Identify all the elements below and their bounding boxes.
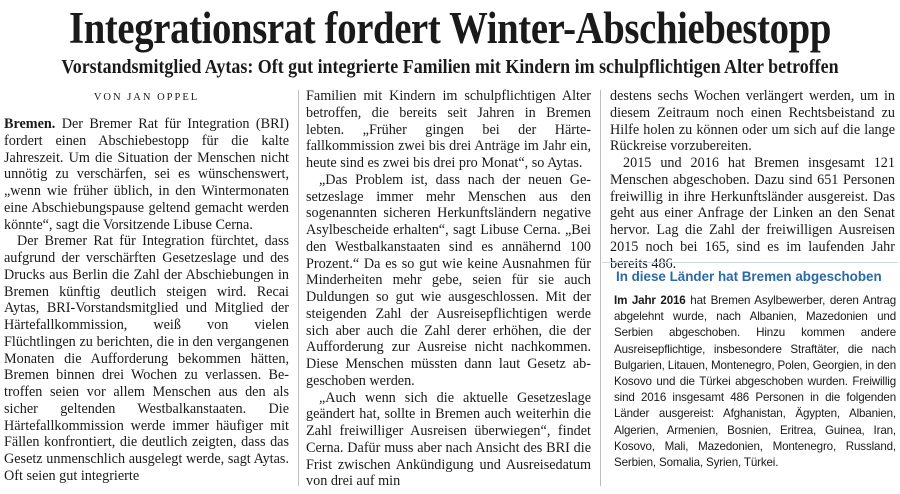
paragraph: Der Bremer Rat für Integration fürchtet, dass aufgrund der verschärften Gesetzeslage und des Drucks aus Berlin die Zahl der Abschiebungen in Bremen künftig deutlich steigen wird. Recai Aytas, BRI-Vorstandsmitglied und Mitglied der Härtefallkommission, weiß von vielen Flüchtlingen zu berichten, die in den vergangenen Monaten die Aufforderung bekommen hätten, Bremen binnen drei Wochen zu verlassen. Betroffen seien vor allem Menschen aus den als sicher geltenden Westbalkanstaaten. Die Härtefallkommission werde immer häufiger mit Fällen konfrontiert, die deutlich zeigten, dass das Gesetz unmenschlich ausgelegt werde, sagt Aytas. Oft seien gut integrierte: [4, 233, 289, 484]
article-subheadline: Vorstandsmitglied Aytas: Oft gut integrierte Familien mit Kindern im schulpflichtigen Alter betroffen: [61, 57, 839, 78]
paragraph: destens sechs Wochen verlängert werden, um in diesem Zeitraum noch einen Rechtsbeistand zu Hilfe holen zu können oder um sich auf die lange Rückreise vorzubereiten.: [610, 88, 895, 155]
infobox-text: hat Bremen Asylbewerber, deren Antrag abgelehnt wurde, nach Albanien, Mazedonien und Serbien abgeschoben. Hinzu kommen andere Ausreisepflichtige, insbesondere Straftäter, die nach Bulgarien, Litauen, Montenegro, Polen, Georgien, in den Kosovo und die Türkei abgeschoben wurden. Freiwillig sind 2016 insgesamt 486 Personen in die folgenden Länder ausgereist: Afghanistan, Ägypten, Albanien, Algerien, Armenien, Bosnien, Eritrea, Guinea, Iran, Kosovo, Mali, Mazedonien, Montenegro, Russland, Serbien, Somalia, Syrien, Türkei.: [614, 294, 896, 470]
paragraph: „Das Problem ist, dass nach der neuen Gesetzeslage immer mehr Menschen aus den sogenannten sicheren Herkunftsländern negative Asylbescheide erhalten“, sagt Libuse Cerna. „Bei den Westbalkanstaaten sind es annähernd 100 Prozent.“ Da es so gut wie keine Ausnahmen für Minderheiten mehr gebe, seien für sie auch Duldungen so gut wie ausgeschlossen. Mit der steigenden Zahl der Ausreisepflichtigen werde sich aber auch die Zahl derer erhöhen, die der Aufforderung zur Ausreise nicht nachkommen. Diese Menschen müssten dann laut Gesetz abgeschoben werden.: [306, 171, 591, 389]
infobox-lead: Im Jahr 2016: [614, 294, 686, 307]
paragraph: „Auch wenn sich die aktuelle Gesetzeslage geändert hat, sollte in Bremen auch weiterhin die Zahl freiwilliger Ausreisen überwiegen“, findet Cerna. Dafür muss aber nach Ansicht des BRI die Frist zwischen Ankündigung und Ausreisedatum von drei auf min: [306, 389, 591, 490]
article-column-1: [4, 88, 289, 485]
column-divider: [298, 90, 299, 486]
article-column-2: [306, 88, 591, 490]
paragraph: 2015 und 2016 hat Bremen insgesamt 121 Menschen abgeschoben. Dazu sind 651 Personen freiwillig in ihre Herkunftsländer ausgereist. Das geht aus einer Anfrage der Linken an den Senat hervor. Lag die Zahl der freiwilligen Ausreisen 2015 noch bei 165, sind es im laufenden Jahr bereits 486.: [610, 155, 895, 272]
infobox: [602, 262, 898, 487]
paragraph: [4, 116, 289, 233]
column-divider: [600, 90, 601, 486]
paragraph: Familien mit Kindern im schulpflichtigen Alter betroffen, die bereits seit Jahren in Bremen lebten. „Früher gingen bei der Härtefallkommission zwei bis drei Anträge im Jahr ein, heute sind es zwei bis drei pro Monat“, so Aytas.: [306, 88, 591, 171]
infobox-paragraph: [614, 293, 896, 471]
infobox-body: [614, 293, 896, 471]
article-column-3: [610, 88, 895, 272]
infobox-title: In diese Länder hat Bremen abgeschoben: [616, 269, 882, 284]
dateline: Bremen.: [4, 116, 56, 132]
article-headline: Integrationsrat fordert Winter-Abschiebestopp: [68, 3, 832, 53]
paragraph-text: Der Bremer Rat für Integration (BRI) fordert einen Abschiebestopp für die kalte Jahreszeit. Um die Situation der Menschen nicht unnötig zu verschärfen, sei es wünschenswert, „wenn wie früher üblich, in den Wintermonaten eine Abschiebungspause geltend gemacht werden könnte“, sagt die Vorsitzende Libuse Cerna.: [4, 116, 289, 233]
byline: VON JAN OPPEL: [93, 92, 200, 103]
